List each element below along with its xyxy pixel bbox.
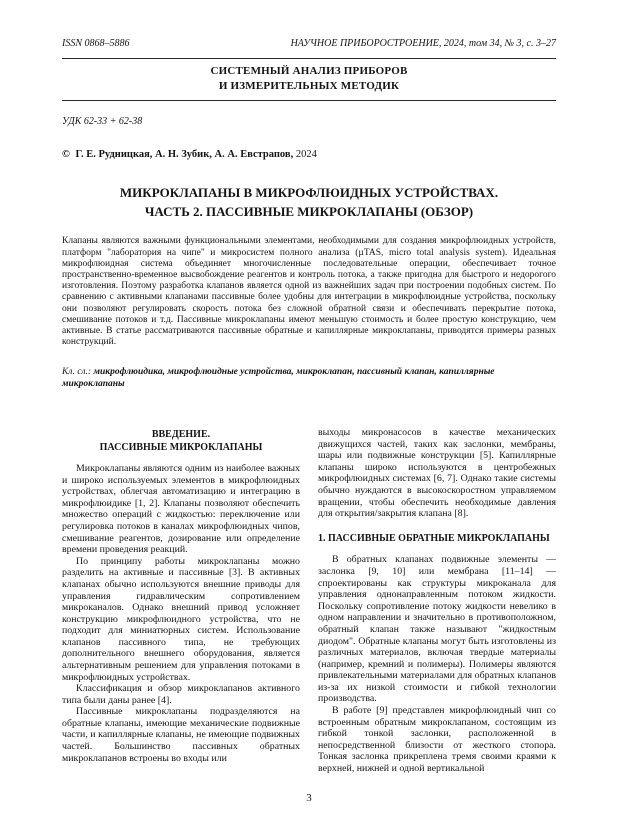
copyright-year: 2024 [295, 148, 317, 160]
paragraph: По принципу работы микроклапаны можно разделить на активные и пассивные [3]. В активных клапанах обычно используются внешние приводы для управления гидравлическим сопротивлением микроканалов. Однако внешний привод усложняет конструкцию микрофлюидного устройства, что не подходит для миниатюрных систем. Использование клапанов пассивного типа, не требующих дополнительного внешнего оборудования, является альтернативным решением для управления потоками в микрофлюидных устройствах. [62, 555, 300, 683]
page-number: 3 [306, 792, 312, 804]
paragraph: В обратных клапанах подвижные элементы — заслонка [9, 10] или мембрана [11–14] — спроектированы как структуры микроканала для управления однонаправленным потоком жидкости. Поскольку сопротивление потоку жидкости невелико в одном направлении и значительно в противоположном, обратный клапан также называют "жидкостным диодом". Обратные клапаны могут быть изготовлены из различных материалов, включая твердые материалы (например, кремний и полимеры). Полимеры являются привлекательными материалами для обратных клапанов из-за их низкой стоимости и гибкой технологии производства. [318, 554, 556, 705]
authors: Г. Е. Рудницкая, А. Н. Зубик, А. А. Евстрапов, [75, 148, 294, 160]
section-banner [62, 58, 556, 101]
intro-heading [62, 428, 300, 454]
intro-heading-line2: ПАССИВНЫЕ МИКРОКЛАПАНЫ [99, 442, 263, 454]
two-column-body [62, 427, 556, 786]
abstract: Клапаны являются важными функциональными элементами, необходимыми для создания микрофлюидных устройств, платформ "лаборатория на чипе" и микросистем полного анализа (µTAS, micro total analysis system). Идеальная микрофлюидная система объединяет многочисленные последовательные операции, обеспечивает точное пространственно-временное высвобождение реагентов и контроль потока, а также пригодна для быстрого и недорогого изготовления. Поэтому разработка клапанов является одной из важнейших задач при построении подобных систем. По сравнению с активными клапанами пассивные более удобны для интеграции в микрофлюидные устройства, поскольку они позволяют регулировать скорость потока без сложной обратной связи и обеспечивать перекрытие потока, смешивание потоков и т.д. Пассивные микроклапаны имеют меньшую стоимость и более простую конструкцию, чем активные. В статье рассматриваются пассивные обратные и капиллярные микроклапаны, приводятся примеры разных конструкций. [62, 236, 556, 348]
column-right [318, 427, 556, 786]
paragraph: В работе [9] представлен микрофлюидный чип со встроенным обратным микроклапаном, состоящим из гибкой тонкой заслонки, расположенной в непосредственной близости от жесткого стопора. Тонкая заслонка прикреплена тремя своими краями к верхней, нижней и одной вертикальной [318, 704, 556, 774]
journal-reference: НАУЧНОЕ ПРИБОРОСТРОЕНИЕ, 2024, том 34, № 3, с. 3–27 [290, 38, 556, 49]
copyright-byline [62, 149, 556, 160]
article-title-line1: МИКРОКЛАПАНЫ В МИКРОФЛЮИДНЫХ УСТРОЙСТВАХ. [119, 184, 499, 200]
journal-header-line [62, 38, 556, 49]
keywords-block [62, 367, 556, 391]
copyright-icon: © [62, 148, 70, 160]
article-title-line2: ЧАСТЬ 2. ПАССИВНЫЕ МИКРОКЛАПАНЫ (ОБЗОР) [144, 203, 474, 219]
section-1-heading: 1. ПАССИВНЫЕ ОБРАТНЫЕ МИКРОКЛАПАНЫ [318, 532, 550, 544]
section-banner-line1: СИСТЕМНЫЙ АНАЛИЗ ПРИБОРОВ [210, 65, 408, 77]
section-banner-line2: И ИЗМЕРИТЕЛЬНЫХ МЕТОДИК [218, 79, 400, 92]
paragraph: Пассивные микроклапаны подразделяются на обратные клапаны, имеющие механические подвижные части, и капиллярные клапаны, не имеющие подвижных частей. Большинство пассивных обратных микроклапанов встроены во входы или [62, 706, 300, 764]
keywords-label: Кл. сл.: [62, 367, 92, 378]
column-left [62, 427, 300, 786]
issn: ISSN 0868–5886 [62, 38, 130, 49]
paragraph-continuation: выходы микронасосов в качестве механических движущихся частей, таких как заслонки, мембраны, шары или подвижные конструкции [5]. Капиллярные клапаны широко используются в центробежных микрофлюидных системах [6, 7]. Однако такие системы обычно нуждаются в высокоскоростном управляемом вращении, чтобы обеспечить необходимые давления для открытия/закрытия клапана [8]. [318, 427, 556, 520]
article-title [62, 184, 556, 222]
keywords-text: микрофлюидика, микрофлюидные устройства, микроклапан, пассивный клапан, капиллярные микроклапаны [62, 367, 495, 390]
udk-code: УДК 62-33 + 62-38 [62, 115, 143, 127]
paragraph: Микроклапаны являются одним из наиболее важных и широко используемых элементов в микрофлюидных устройствах, облегчая автоматизацию и интеграцию в микрофлюидике [1, 2]. Клапаны позволяют обеспечить множество операций с жидкостью: переключение или регулировка потоков в каналах микрофлюидных чипов, смешивание реагентов, дозирование или определение времени проведения реакций. [62, 463, 300, 556]
intro-heading-line1: ВВЕДЕНИЕ. [151, 429, 211, 441]
paragraph: Классификация и обзор микроклапанов активного типа были даны ранее [4]. [62, 683, 300, 706]
